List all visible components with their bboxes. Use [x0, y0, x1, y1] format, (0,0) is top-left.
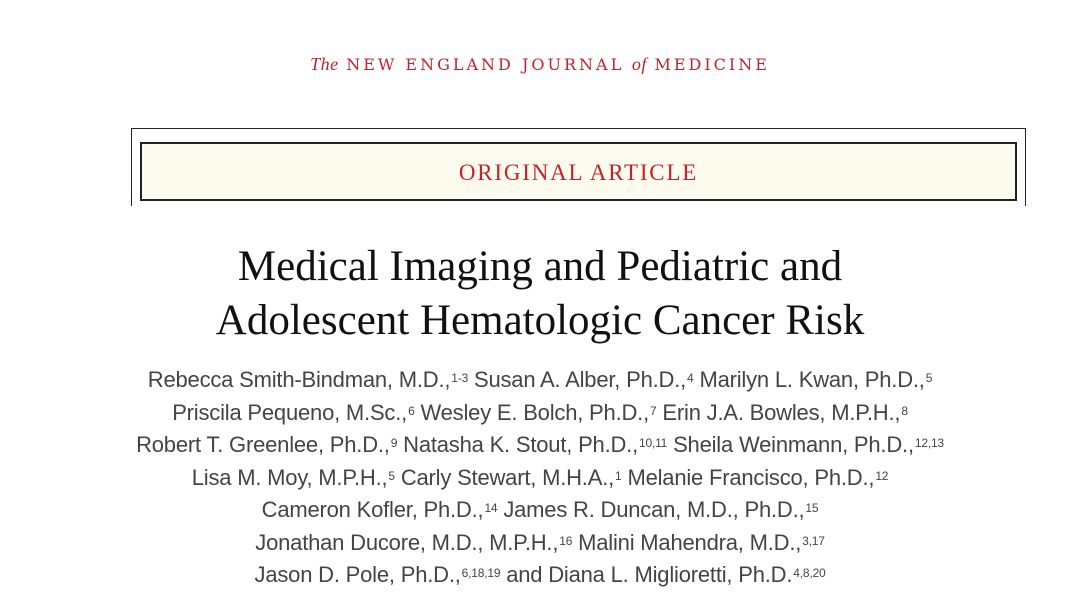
author-name: Priscila Pequeno, M.Sc., — [172, 399, 408, 425]
author-affiliation: 10,11 — [639, 436, 668, 450]
author-affiliation: 12,13 — [914, 436, 944, 450]
author-name: Natasha K. Stout, Ph.D., — [403, 432, 639, 457]
author-row — [0, 527, 1080, 560]
author-row — [0, 364, 1080, 397]
author-entry — [262, 497, 498, 522]
author-affiliation: 8 — [901, 403, 908, 418]
author-entry — [403, 432, 667, 457]
author-name: James R. Duncan, M.D., Ph.D., — [503, 497, 805, 522]
author-name: Sheila Weinmann, Ph.D., — [673, 432, 914, 457]
author-name: Susan A. Alber, Ph.D., — [473, 367, 687, 392]
author-entry — [255, 562, 501, 587]
masthead-the: The — [310, 54, 339, 74]
author-entry — [255, 530, 572, 555]
author-entry — [578, 530, 825, 555]
author-affiliation: 12 — [875, 468, 889, 483]
author-entry — [627, 465, 888, 490]
author-row — [0, 462, 1080, 495]
journal-masthead — [0, 54, 1080, 75]
author-name: Robert T. Greenlee, Ph.D., — [136, 432, 390, 457]
article-title-line-2: Adolescent Hematologic Cancer Risk — [215, 297, 865, 344]
author-entry — [401, 465, 622, 490]
author-affiliation: 5 — [925, 371, 933, 385]
author-affiliation: 4 — [687, 371, 694, 385]
author-name: Malini Mahendra, M.D., — [578, 529, 802, 555]
author-entry — [673, 432, 944, 457]
author-name: Melanie Francisco, Ph.D., — [627, 464, 875, 490]
author-entry — [192, 465, 395, 490]
author-affiliation: 7 — [650, 403, 657, 418]
article-title-line-1: Medical Imaging and Pediatric and — [237, 243, 843, 290]
author-affiliation: 3,17 — [802, 533, 825, 548]
author-name: Carly Stewart, M.H.A., — [400, 464, 615, 490]
author-affiliation: 1 — [615, 468, 622, 483]
author-affiliation: 16 — [559, 533, 573, 548]
author-name: Wesley E. Bolch, Ph.D., — [420, 399, 649, 425]
author-entry — [503, 497, 818, 522]
author-name: Lisa M. Moy, M.P.H., — [191, 464, 388, 490]
author-entry — [172, 400, 414, 425]
author-affiliation: 9 — [390, 436, 398, 450]
author-name: Erin J.A. Bowles, M.P.H., — [662, 399, 901, 425]
article-title — [0, 240, 1080, 348]
author-affiliation: 6 — [408, 403, 415, 418]
author-row — [0, 397, 1080, 430]
author-name: and Diana L. Miglioretti, Ph.D. — [506, 562, 793, 587]
masthead-of: of — [631, 54, 647, 74]
author-affiliation: 14 — [484, 501, 498, 515]
article-type-label: ORIGINAL ARTICLE — [458, 159, 699, 185]
author-affiliation: 4,8,20 — [793, 566, 826, 580]
article-type-box — [140, 142, 1017, 201]
author-name: Cameron Kofler, Ph.D., — [261, 497, 484, 522]
author-affiliation: 5 — [388, 468, 395, 483]
author-affiliation: 6,18,19 — [461, 566, 501, 580]
author-entry — [136, 432, 397, 457]
author-entry — [506, 562, 825, 587]
author-entry — [699, 367, 932, 392]
author-list — [0, 364, 1080, 592]
author-name: Jonathan Ducore, M.D., M.P.H., — [255, 529, 559, 555]
masthead-journal-name: NEW ENGLAND JOURNAL — [346, 55, 625, 74]
author-name: Jason D. Pole, Ph.D., — [254, 562, 461, 587]
author-affiliation: 1-3 — [451, 371, 469, 385]
author-row — [0, 494, 1080, 527]
author-row — [0, 559, 1080, 592]
author-affiliation: 15 — [805, 501, 819, 515]
author-entry — [420, 400, 656, 425]
author-name: Marilyn L. Kwan, Ph.D., — [699, 367, 925, 392]
author-entry — [662, 400, 907, 425]
author-entry — [148, 367, 468, 392]
author-entry — [474, 367, 694, 392]
author-name: Rebecca Smith-Bindman, M.D., — [147, 367, 451, 392]
masthead-medicine: MEDICINE — [654, 55, 770, 74]
author-row — [0, 429, 1080, 462]
